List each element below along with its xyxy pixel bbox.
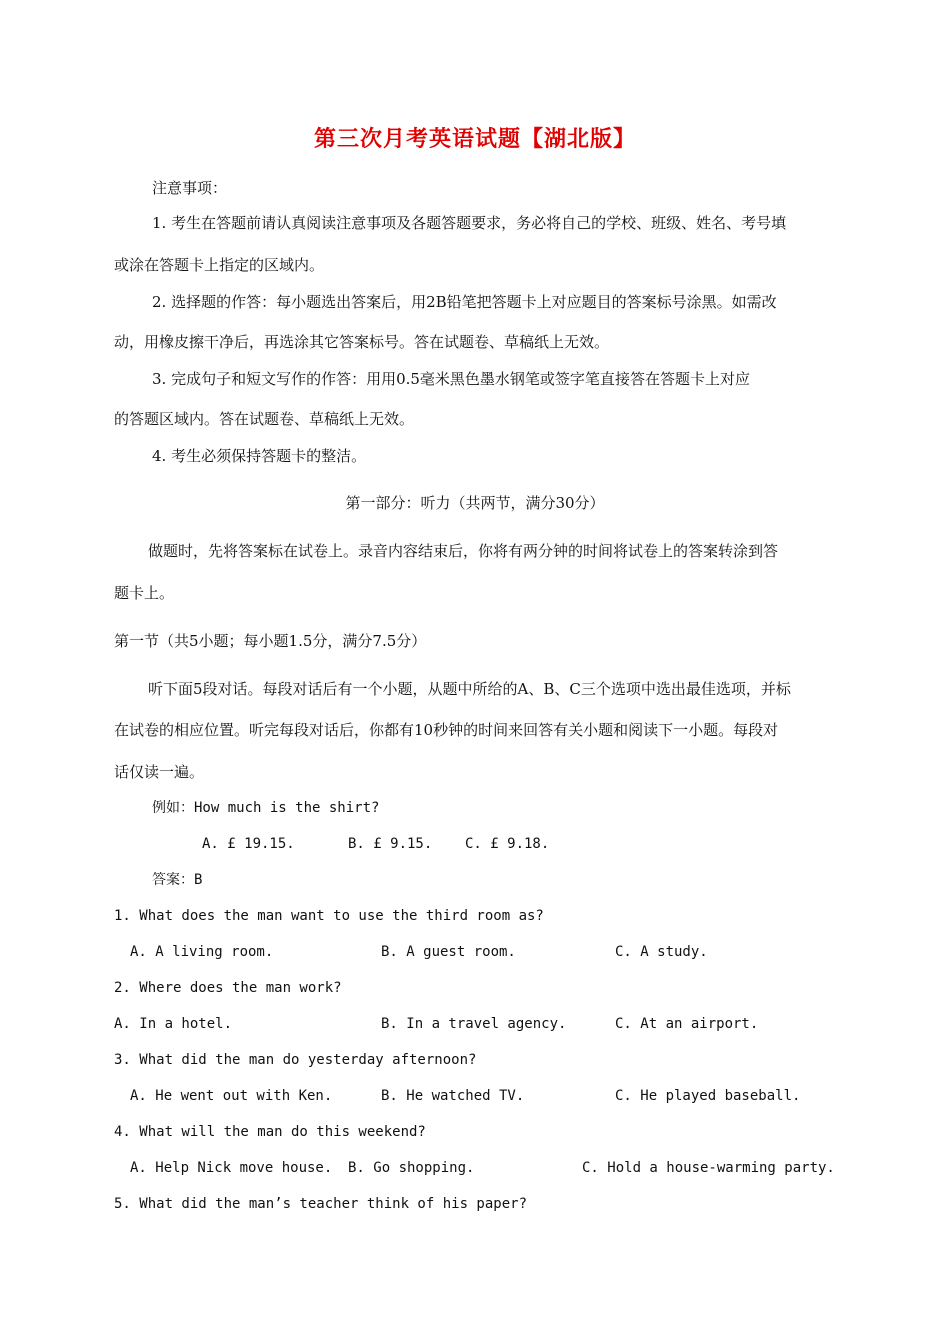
example-option-c: C. £ 9.18. xyxy=(465,836,550,852)
section1-heading: 第一节（共5小题；每小题1.5分，满分7.5分） xyxy=(114,632,427,650)
notice-item-3-cont: 的答题区域内。答在试题卷、草稿纸上无效。 xyxy=(114,410,415,428)
notice-item-4: 4. 考生必须保持答题卡的整洁。 xyxy=(152,447,367,465)
notice-item-3: 3. 完成句子和短文写作的作答：用用0.5毫米黑色墨水钢笔或签字笔直接答在答题卡上对应 xyxy=(152,370,750,388)
example-question: 例如：How much is the shirt? xyxy=(152,800,380,816)
question-2-option-b: B. In a travel agency. xyxy=(381,1016,567,1032)
question-4: 4. What will the man do this weekend? xyxy=(114,1124,426,1140)
example-answer: 答案：B xyxy=(152,872,203,888)
section1-instructions-end: 话仅读一遍。 xyxy=(114,763,205,781)
section1-instructions-cont: 在试卷的相应位置。听完每段对话后，你都有10秒钟的时间来回答有关小题和阅读下一小题。每段对 xyxy=(114,721,779,739)
question-3-option-c: C. He played baseball. xyxy=(615,1088,801,1104)
notice-item-2-cont: 动，用橡皮擦干净后，再选涂其它答案标号。答在试题卷、草稿纸上无效。 xyxy=(114,333,610,351)
example-option-b: B. £ 9.15. xyxy=(348,836,433,852)
question-3-option-a: A. He went out with Ken. xyxy=(130,1088,333,1104)
part1-heading: 第一部分：听力（共两节，满分30分） xyxy=(345,494,605,512)
notice-item-2: 2. 选择题的作答：每小题选出答案后，用2B铅笔把答题卡上对应题目的答案标号涂黑。如需改 xyxy=(152,293,777,311)
question-2-option-c: C. At an airport. xyxy=(615,1016,759,1032)
notice-item-1: 1. 考生在答题前请认真阅读注意事项及各题答题要求，务必将自己的学校、班级、姓名、考号填 xyxy=(152,214,787,232)
question-3-option-b: B. He watched TV. xyxy=(381,1088,525,1104)
notice-heading: 注意事项： xyxy=(152,179,228,197)
question-4-option-c: C. Hold a house-warming party. xyxy=(582,1160,835,1176)
question-1-option-c: C. A study. xyxy=(615,944,708,960)
question-5: 5. What did the man’s teacher think of his paper? xyxy=(114,1196,528,1212)
part1-instructions: 做题时，先将答案标在试卷上。录音内容结束后，你将有两分钟的时间将试卷上的答案转涂到答 xyxy=(148,542,779,560)
example-option-a: A. £ 19.15. xyxy=(202,836,295,852)
question-1-option-b: B. A guest room. xyxy=(381,944,516,960)
question-3: 3. What did the man do yesterday afternoon? xyxy=(114,1052,477,1068)
question-2-option-a: A. In a hotel. xyxy=(114,1016,233,1032)
part1-instructions-cont: 题卡上。 xyxy=(114,584,175,602)
section1-instructions: 听下面5段对话。每段对话后有一个小题，从题中所给的A、B、C三个选项中选出最佳选项，并标 xyxy=(148,680,791,698)
question-2: 2. Where does the man work? xyxy=(114,980,342,996)
question-4-option-b: B. Go shopping. xyxy=(348,1160,475,1176)
question-4-option-a: A. Help Nick move house. xyxy=(130,1160,333,1176)
question-1-option-a: A. A living room. xyxy=(130,944,274,960)
question-1: 1. What does the man want to use the third room as? xyxy=(114,908,544,924)
notice-item-1-cont: 或涂在答题卡上指定的区域内。 xyxy=(114,256,325,274)
page-title: 第三次月考英语试题【湖北版】 xyxy=(313,126,636,152)
